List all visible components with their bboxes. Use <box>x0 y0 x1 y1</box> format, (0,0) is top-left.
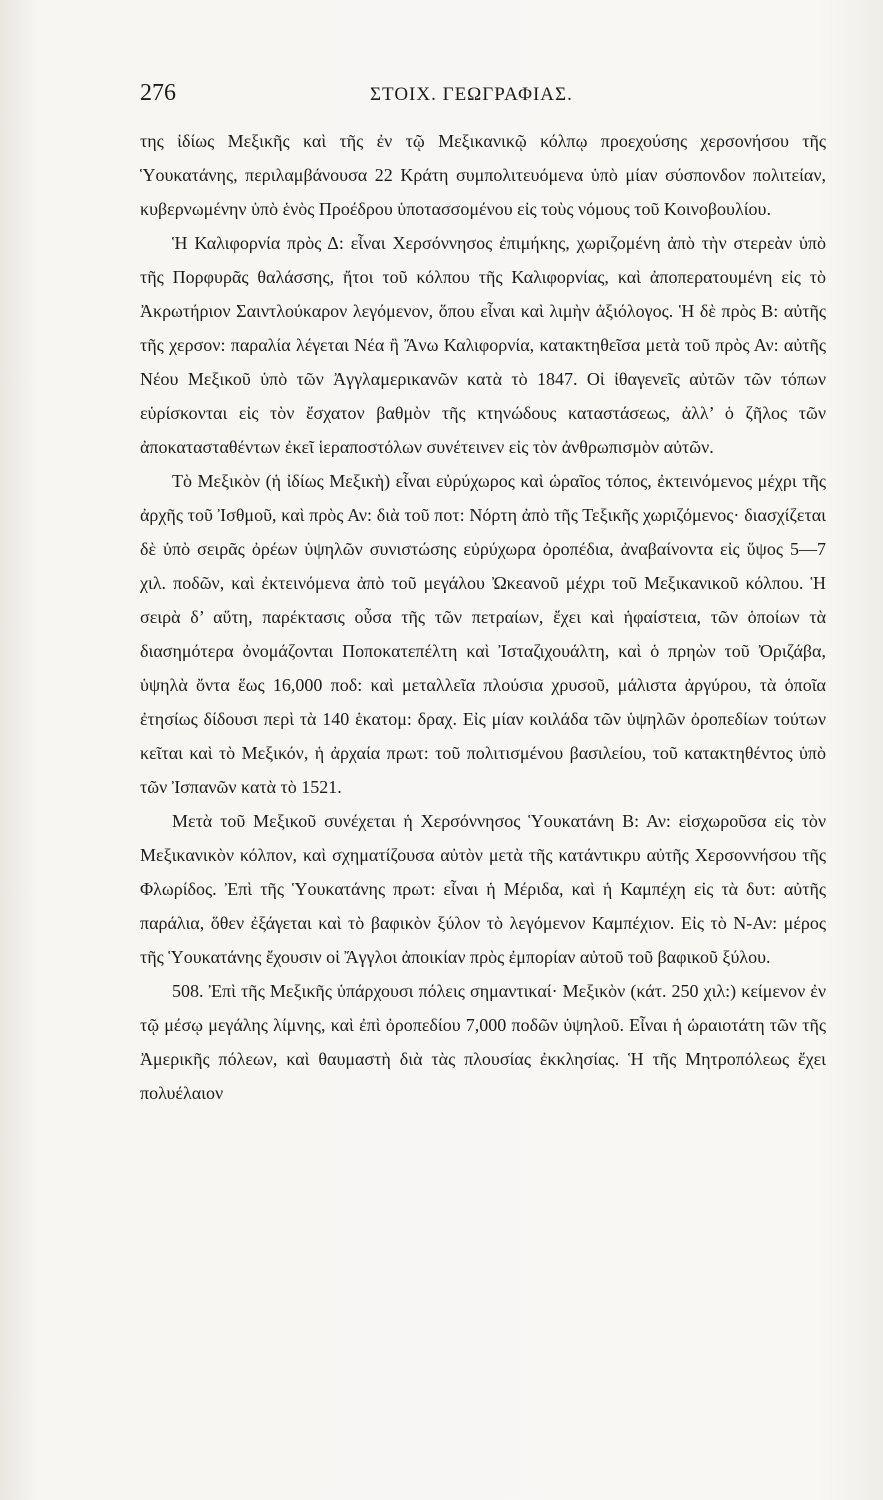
paragraph-yucatan: Μετὰ τοῦ Μεξικοῦ συνέχεται ἡ Χερσόννησος Ὑουκατάνη Β: Αν: εἰσχωροῦσα εἰς τὸν Μεξικανικὸν κόλπον, καὶ σχηματίζουσα αὐτὸν μετὰ τῆς κατάντικρυ αὐτῆς Χερσοννήσου τῆς Φλωρίδος. Ἐπὶ τῆς Ὑουκατάνης πρωτ: εἶναι ἡ Μέριδα, καὶ ἡ Καμπέχη εἰς τὰ δυτ: αὐτῆς παράλια, ὅθεν ἐξάγεται καὶ τὸ βαφικὸν ξύλον τὸ λεγόμενον Καμπέχιον. Εἰς τὸ Ν-Αν: μέρος τῆς Ὑουκατάνης ἔχουσιν οἱ Ἄγγλοι ἀποικίαν πρὸς ἐμπορίαν αὐτοῦ τοῦ βαφικοῦ ξύλου. <box>140 811 826 967</box>
body-text <box>140 124 826 1110</box>
page-number: 276 <box>140 80 176 106</box>
paragraph-mexico: Τὸ Μεξικὸν (ἡ ἰδίως Μεξικὴ) εἶναι εὐρύχωρος καὶ ὡραῖος τόπος, ἐκτεινόμενος μέχρι τῆς ἀρχῆς τοῦ Ἰσθμοῦ, καὶ πρὸς Αν: διὰ τοῦ ποτ: Νόρτη ἀπὸ τῆς Τεξικῆς χωριζόμενος· διασχίζεται δὲ ὑπὸ σειρᾶς ὀρέων ὑψηλῶν συνιστώσης εὐρύχωρα ὀροπέδια, ἀναβαίνοντα εἰς ὕψος 5—7 χιλ. ποδῶν, καὶ ἐκτεινόμενα ἀπὸ τοῦ μεγάλου Ὠκεανοῦ μέχρι τοῦ Μεξικανικοῦ κόλπου. Ἡ σειρὰ δ’ αὕτη, παρέκτασις οὖσα τῆς τῶν πετραίων, ἔχει καὶ ἡφαίστεια, τῶν ὁποίων τὰ διασημότερα ὀνομάζονται Ποποκατεπέλτη καὶ Ἰσταζιχουάλτη, καὶ ὁ πρηὼν τοῦ Ὀριζάβα, ὑψηλὰ ὄντα ἕως 16,000 ποδ: καὶ μεταλλεῖα πλούσια χρυσοῦ, μάλιστα ἀργύρου, τὰ ὁποῖα ἐτησίως δίδουσι περὶ τὰ 140 ἑκατομ: δραχ. Εἰς μίαν κοιλάδα τῶν ὑψηλῶν ὀροπεδίων τούτων κεῖται καὶ τὸ Μεξικόν, ἡ ἀρχαία πρωτ: τοῦ πολιτισμένου βασιλείου, τοῦ κατακτηθέντος ὑπὸ τῶν Ἰσπανῶν κατὰ τὸ 1521. <box>140 471 826 797</box>
paragraph-california: Ἡ Καλιφορνία πρὸς Δ: εἶναι Χερσόννησος ἐπιμήκης, χωριζομένη ἀπὸ τὴν στερεὰν ὑπὸ τῆς Πορφυρᾶς θαλάσσης, ἤτοι τοῦ κόλπου τῆς Καλιφορνίας, καὶ ἀποπερατουμένη εἰς τὸ Ἀκρωτήριον Σαιντλούκαρον λεγόμενον, ὅπου εἶναι καὶ λιμὴν ἀξιόλογος. Ἡ δὲ πρὸς Β: αὐτῆς τῆς χερσον: παραλία λέγεται Νέα ἢ Ἄνω Καλιφορνία, κατακτηθεῖσα μετὰ τοῦ πρὸς Αν: αὐτῆς Νέου Μεξικοῦ ὑπὸ τῶν Ἀγγλαμερικανῶν κατὰ τὸ 1847. Οἱ ἰθαγενεῖς αὐτῶν τῶν τόπων εὑρίσκονται εἰς τὸν ἔσχατον βαθμὸν τῆς κτηνώδους καταστάσεως, ἀλλ’ ὁ ζῆλος τῶν ἀποκατασταθέντων ἐκεῖ ἱεραποστόλων συνέτεινεν εἰς τὸν ἀνθρωπισμὸν αὐτῶν. <box>140 233 826 457</box>
paragraph-508: 508. Ἐπὶ τῆς Μεξικῆς ὑπάρχουσι πόλεις σημαντικαί· Μεξικὸν (κάτ. 250 χιλ:) κείμενον ἐν τῷ μέσῳ μεγάλης λίμνης, καὶ ἐπὶ ὀροπεδίου 7,000 ποδῶν ὑψηλοῦ. Εἶναι ἡ ὡραιοτάτη τῶν τῆς Ἀμερικῆς πόλεων, καὶ θαυμαστὴ διὰ τὰς πλουσίας ἐκκλησίας. Ἡ τῆς Μητροπόλεως ἔχει πολυέλαιον <box>140 981 826 1103</box>
paragraph-continuation: της ἰδίως Μεξικῆς καὶ τῆς ἐν τῷ Μεξικανικῷ κόλπῳ προεχούσης χερσονήσου τῆς Ὑουκατάνης, περιλαμβάνουσα 22 Κράτη συμπολιτευόμενα ὑπὸ μίαν σύσπονδον πολιτείαν, κυβερνωμένην ὑπὸ ἑνὸς Προέδρου ὑποτασσομένου εἰς τοὺς νόμους τοῦ Κοινοβουλίου. <box>140 131 826 219</box>
running-title: ΣΤΟΙΧ. ΓΕΩΓΡΑΦΙΑΣ. <box>370 84 573 105</box>
